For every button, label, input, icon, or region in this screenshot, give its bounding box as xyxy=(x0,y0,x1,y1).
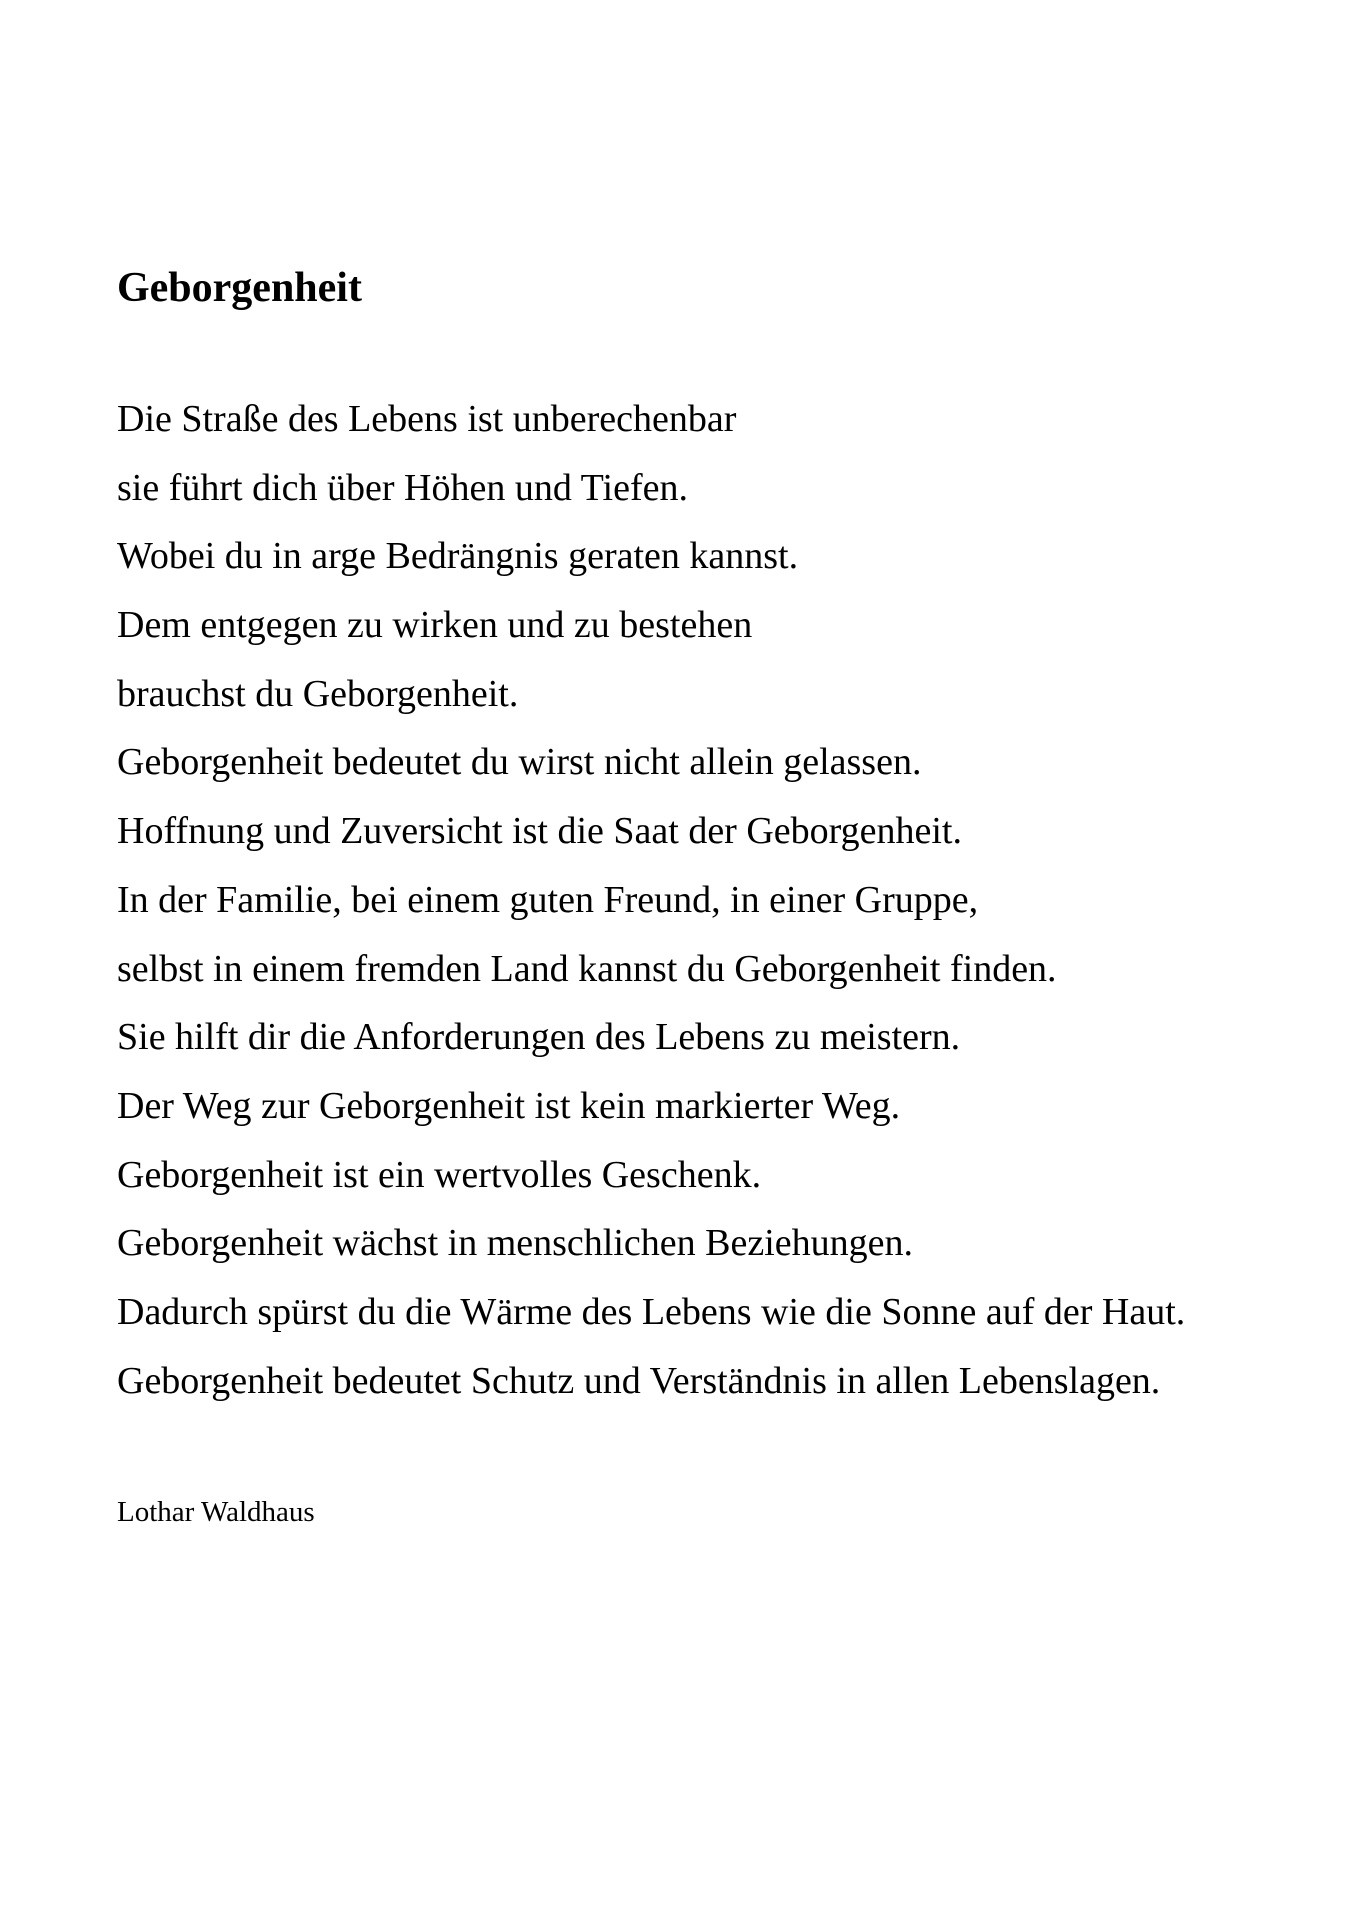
poem-line: Geborgenheit ist ein wertvolles Geschenk. xyxy=(117,1153,762,1196)
poem-line: Der Weg zur Geborgenheit ist kein markierter Weg. xyxy=(117,1084,901,1127)
poem-line: Geborgenheit wächst in menschlichen Beziehungen. xyxy=(117,1222,913,1265)
poem-line: In der Familie, bei einem guten Freund, in einer Gruppe, xyxy=(117,878,979,921)
poem-line: Dadurch spürst du die Wärme des Lebens wie die Sonne auf der Haut. xyxy=(117,1290,1186,1333)
poem-body xyxy=(117,385,1185,1415)
author-name: Lothar Waldhaus xyxy=(117,1496,315,1528)
poem-line: Die Straße des Lebens ist unberechenbar xyxy=(117,398,737,440)
poem-title: Geborgenheit xyxy=(117,265,362,311)
poem-line: Hoffnung und Zuversicht ist die Saat der Geborgenheit. xyxy=(117,810,962,853)
poem-line: Dem entgegen zu wirken und zu bestehen xyxy=(117,604,753,647)
poem-line: Geborgenheit bedeutet du wirst nicht allein gelassen. xyxy=(117,741,922,784)
poem-line: Sie hilft dir die Anforderungen des Lebens zu meistern. xyxy=(117,1016,961,1059)
poem-line: sie führt dich über Höhen und Tiefen. xyxy=(117,466,688,509)
poem-line: brauchst du Geborgenheit. xyxy=(117,672,519,715)
poem-line: Geborgenheit bedeutet Schutz und Verständnis in allen Lebenslagen. xyxy=(117,1359,1161,1402)
poem-line: selbst in einem fremden Land kannst du Geborgenheit finden. xyxy=(117,947,1057,990)
poem-line: Wobei du in arge Bedrängnis geraten kannst. xyxy=(117,535,799,578)
